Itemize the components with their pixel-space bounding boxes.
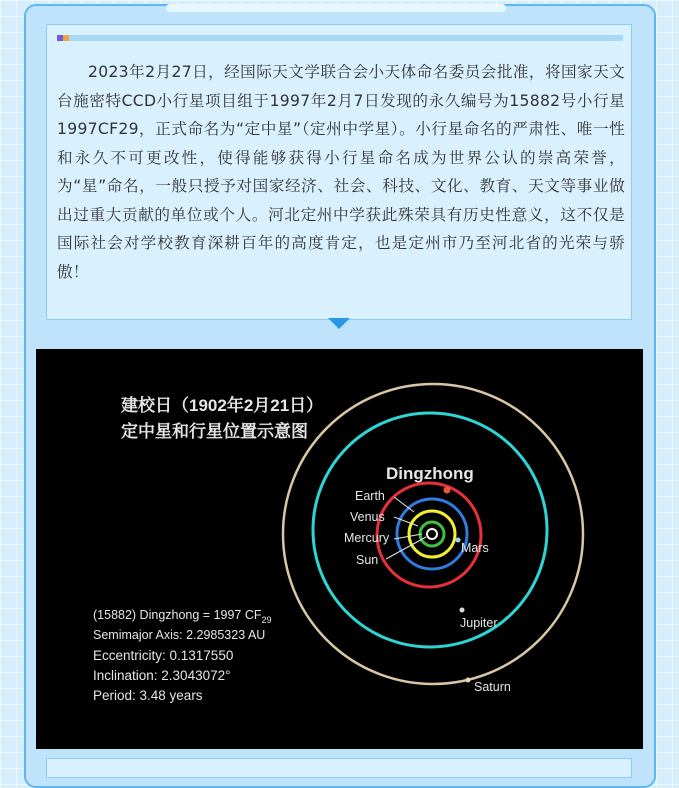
orbit-diagram-svg bbox=[36, 349, 643, 749]
saturn-label: Saturn bbox=[474, 680, 511, 694]
info-eccentricity: Eccentricity: 0.1317550 bbox=[93, 648, 234, 663]
dingzhong-label: Dingzhong bbox=[386, 464, 474, 483]
mars-body bbox=[456, 538, 461, 543]
header-strip bbox=[166, 4, 506, 12]
decorative-square-orange bbox=[63, 35, 69, 41]
dingzhong-body bbox=[444, 487, 451, 494]
jupiter-label: Jupiter bbox=[460, 616, 498, 630]
earth-label: Earth bbox=[355, 489, 385, 503]
next-card-edge bbox=[46, 758, 632, 778]
info-designation-subscript: 29 bbox=[261, 615, 272, 625]
diagram-title-line2: 定中星和行星位置示意图 bbox=[121, 422, 308, 441]
venus-orbit bbox=[409, 511, 455, 557]
info-period: Period: 3.48 years bbox=[93, 688, 203, 703]
orbit-diagram-image bbox=[36, 349, 643, 749]
info-designation-text: (15882) Dingzhong = 1997 CF bbox=[93, 608, 262, 622]
sun-label: Sun bbox=[356, 553, 379, 567]
sun-marker bbox=[427, 529, 437, 539]
down-arrow-icon bbox=[328, 318, 350, 329]
saturn-body bbox=[466, 678, 471, 683]
info-designation bbox=[93, 608, 272, 625]
diagram-title-line1: 建校日（1902年2月21日） bbox=[121, 396, 324, 415]
mercury-label: Mercury bbox=[344, 531, 390, 545]
info-semimajor-axis: Semimajor Axis: 2.2985323 AU bbox=[93, 628, 266, 642]
article-card bbox=[46, 24, 632, 320]
jupiter-body bbox=[460, 608, 465, 613]
decorative-title-bar bbox=[57, 35, 623, 41]
mercury-orbit bbox=[420, 522, 444, 546]
article-paragraph: 2023年2月27日，经国际天文学联合会小天体命名委员会批准，将国家天文台施密特CCD小行星项目组于1997年2月7日发现的永久编号为15882号小行星1997CF29，正式命名为“定中星”（定州中学星）。小行星命名的严肃性、唯一性和永久不可更改性，使得能够获得小行星命名成为世界公认的崇高荣誉，为“星”命名，一般只授予对国家经济、社会、科技、文化、教育、天文等事业做出过重大贡献的单位或个人。河北定州中学获此殊荣具有历史性意义，这不仅是国际社会对学校教育深耕百年的高度肯定，也是定州市乃至河北省的光荣与骄傲！ bbox=[57, 63, 625, 281]
mars-label: Mars bbox=[461, 541, 489, 555]
info-inclination: Inclination: 2.3043072° bbox=[93, 668, 231, 683]
venus-label: Venus bbox=[350, 510, 385, 524]
saturn-orbit bbox=[283, 384, 583, 684]
